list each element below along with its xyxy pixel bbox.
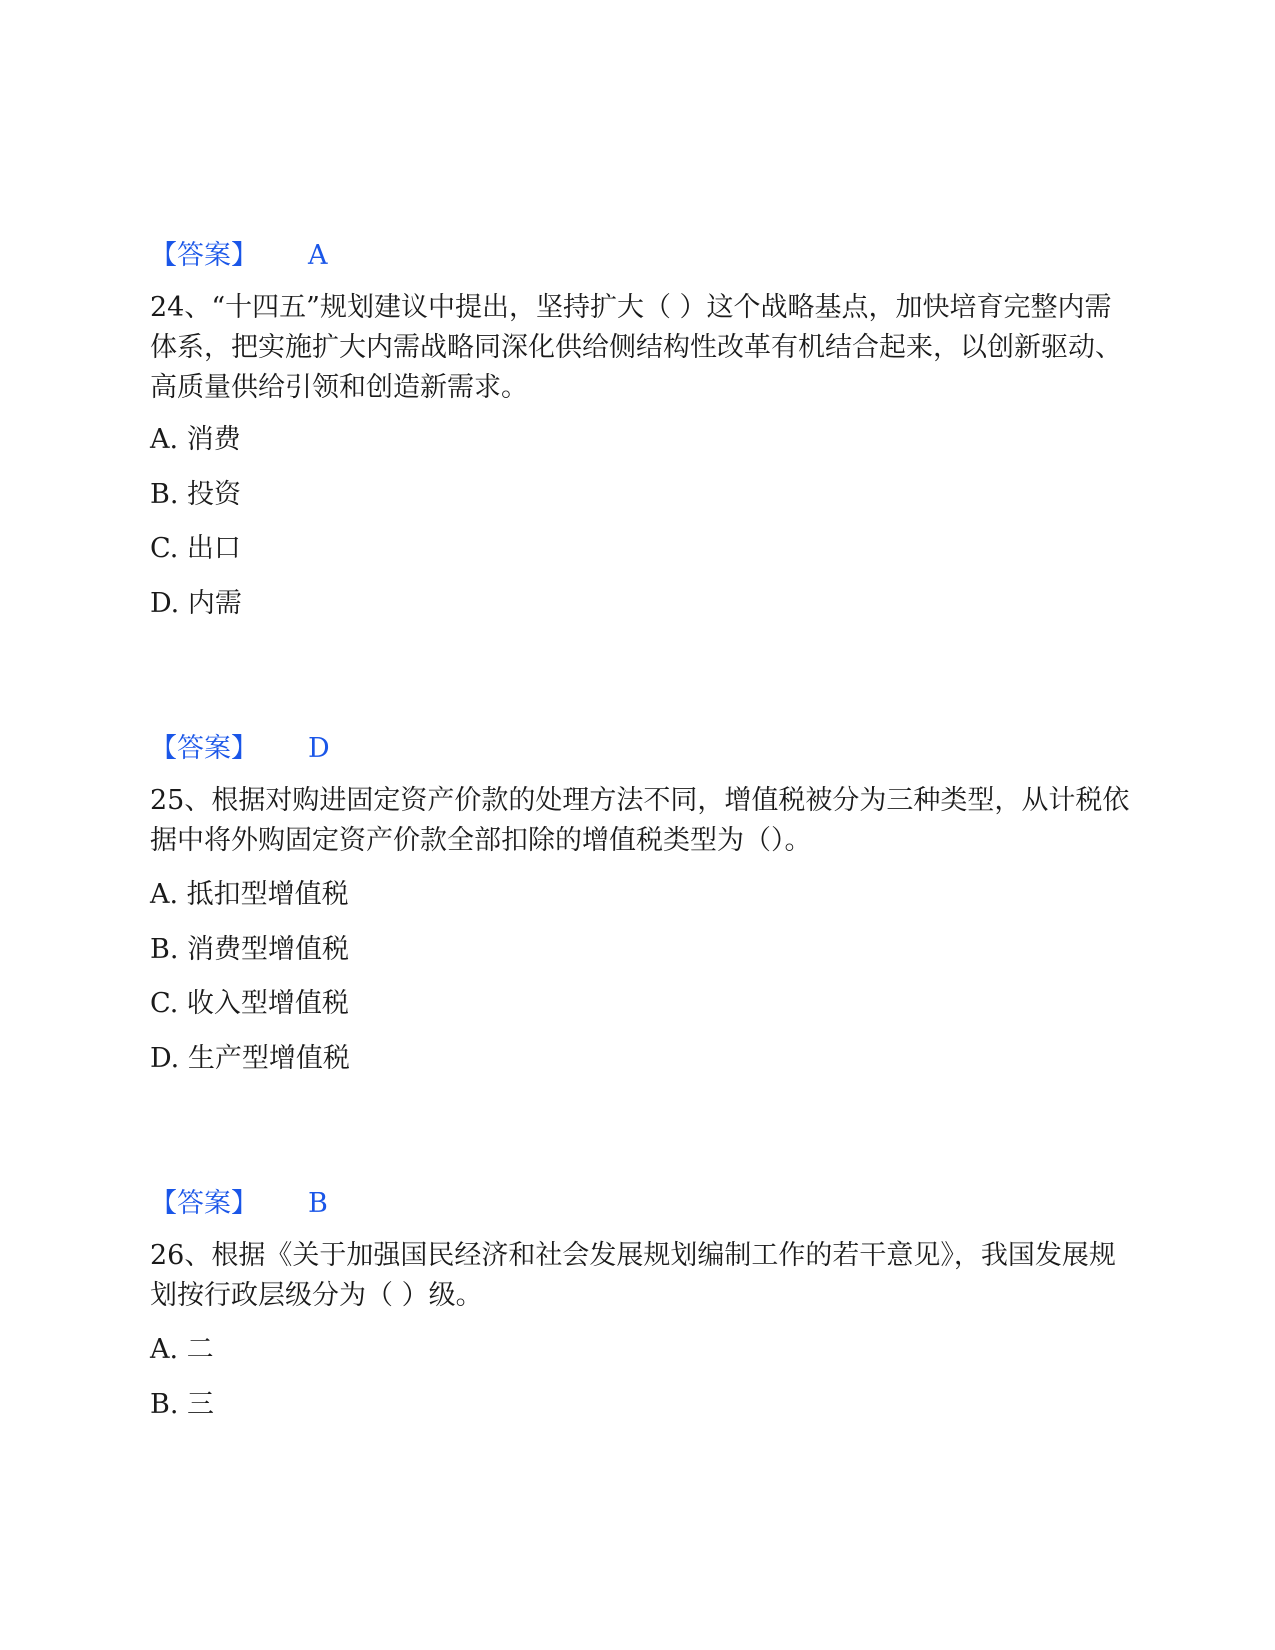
option-b: B. 三 [150,1389,215,1420]
question-25: 25、根据对购进固定资产价款的处理方法不同，增值税被分为三种类型，从计税依据中将外购固定资产价款全部扣除的增值税类型为（）。 [150,785,1130,856]
question-24: 24、“十四五”规划建议中提出，坚持扩大（ ）这个战略基点，加快培育完整内需体系，把实施扩大内需战略同深化供给侧结构性改革有机结合起来，以创新驱动、高质量供给引领和创造新需求。 [150,292,1122,403]
question-26: 26、根据《关于加强国民经济和社会发展规划编制工作的若干意见》，我国发展规划按行政层级分为（ ）级。 [150,1240,1116,1311]
answer-value: B [308,1188,328,1219]
option-a: A. 二 [150,1334,214,1365]
option-c: C. 收入型增值税 [150,988,349,1019]
answer-label: 【答案】 [150,1188,258,1219]
option-b: B. 投资 [150,479,242,510]
answer-value: D [308,733,330,764]
answer-label: 【答案】 [150,733,258,764]
answer-line [150,729,330,769]
option-b: B. 消费型增值税 [150,934,350,965]
option-d: D. 生产型增值税 [150,1043,350,1074]
answer-line [150,1184,328,1224]
answer-label: 【答案】 [150,240,258,271]
option-d: D. 内需 [150,588,242,619]
answer-value: A [308,240,328,271]
answer-line [150,236,328,276]
option-c: C. 出口 [150,533,241,564]
option-a: A. 抵扣型增值税 [150,879,349,910]
option-a: A. 消费 [150,424,241,455]
